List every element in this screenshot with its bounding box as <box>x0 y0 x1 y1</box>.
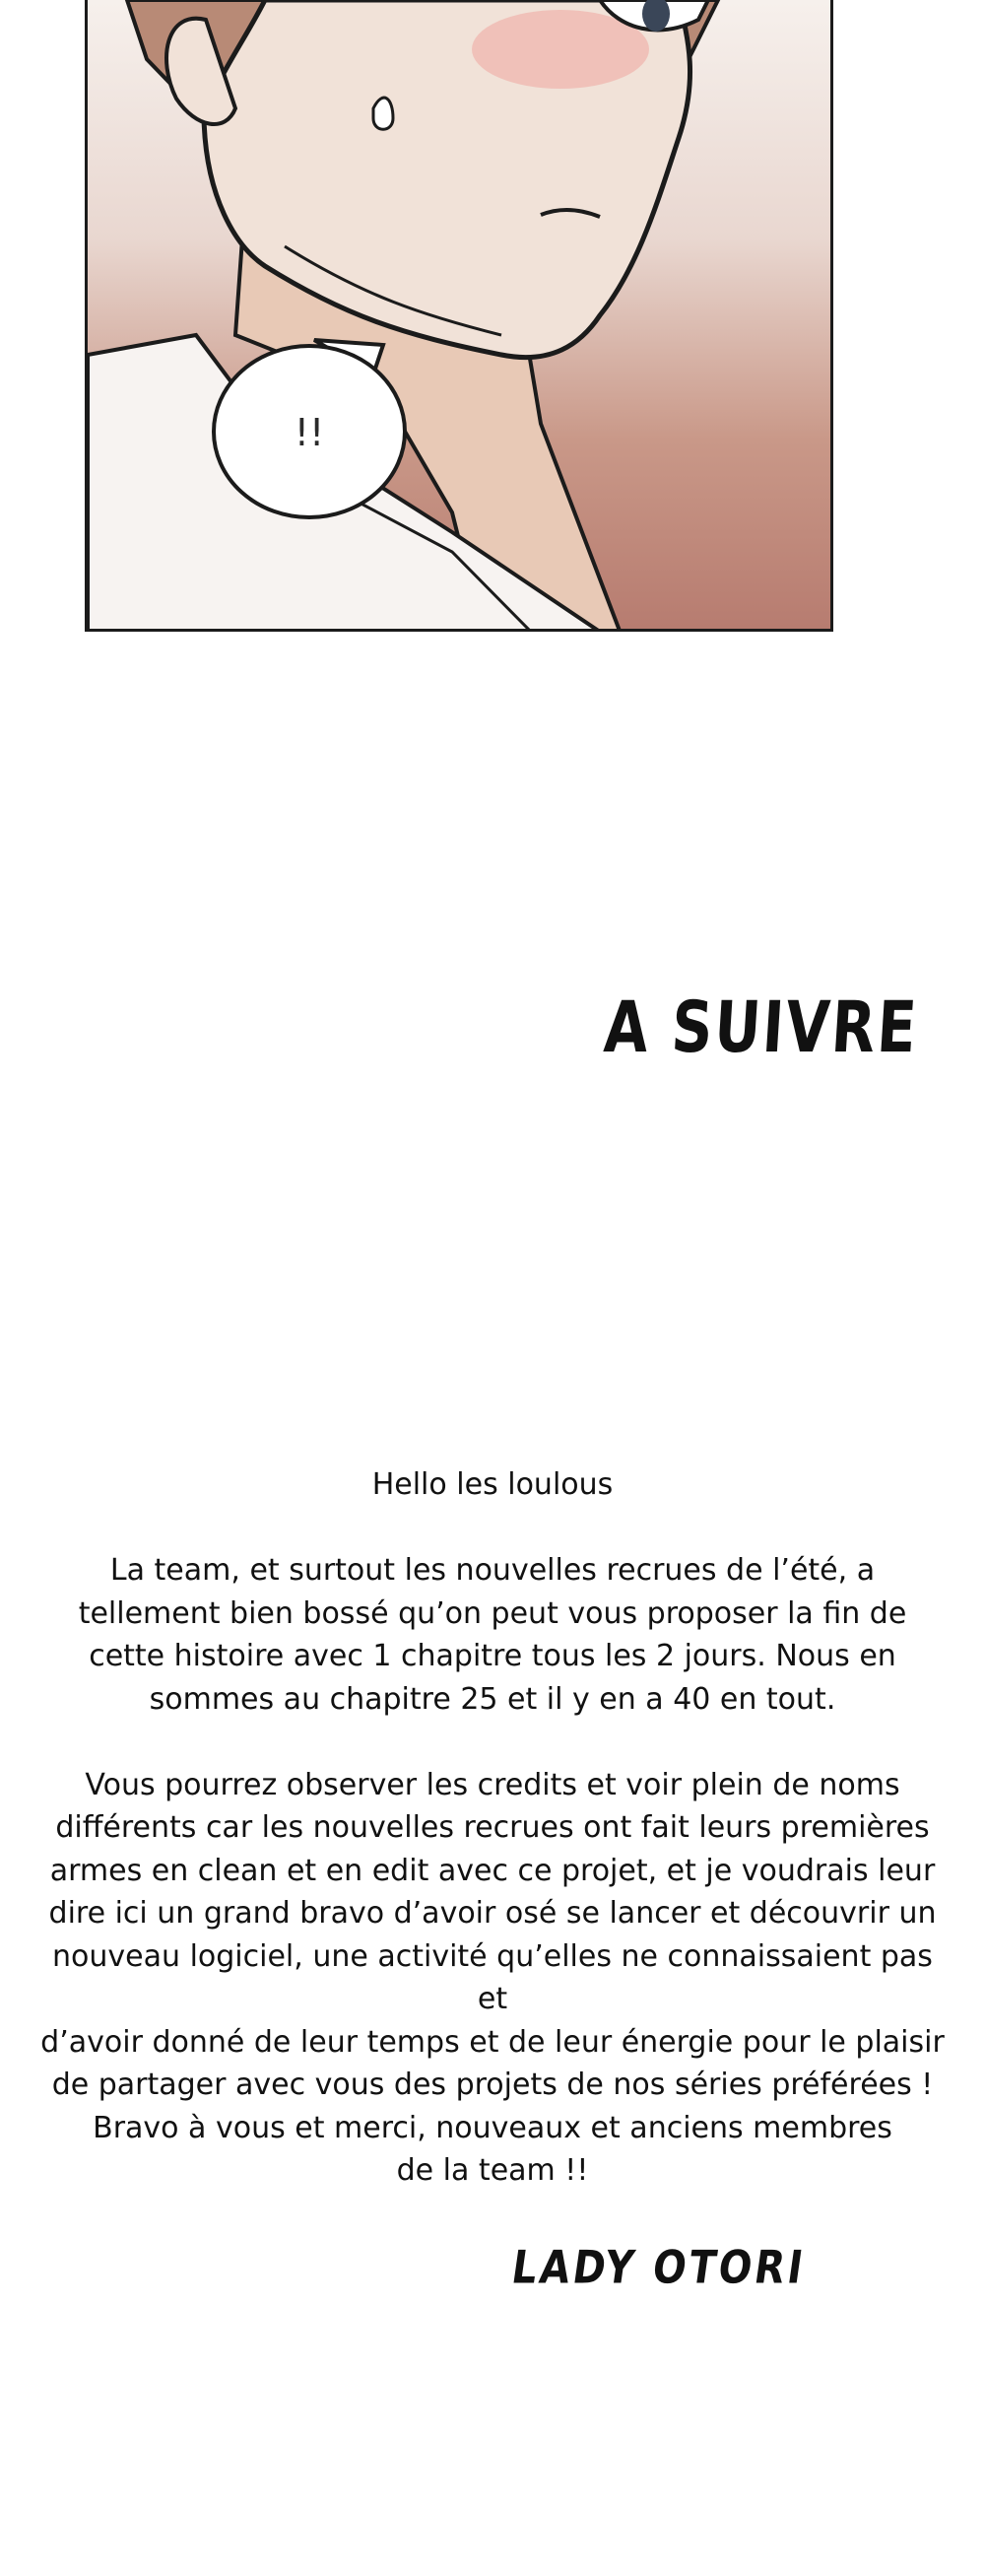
to-be-continued-label: A SUIVRE <box>601 987 920 1069</box>
sweat-drop <box>373 98 393 129</box>
translator-message <box>39 1463 946 2193</box>
message-greeting: Hello les loulous <box>371 1467 614 1502</box>
character-illustration <box>88 0 833 632</box>
message-paragraph-2: Vous pourrez observer les credits et voir plein de noms différents car les nouvelles recrues ont fait leurs premières armes en clean et en edit avec ce projet, et je voudrais leur dire ici un grand bravo d’avoir osé se lancer et découvrir un nouveau logiciel, une activité qu’elles ne connaissaient pas et d’avoir donné de leur temps et de leur énergie pour le plaisir de partager avec vous des projets de nos séries préférées ! Bravo à vous et merci, nouveaux et anciens membres de la team !! <box>40 1767 945 2188</box>
signature: LADY OTORI <box>508 2241 810 2295</box>
message-paragraph-1: La team, et surtout les nouvelles recrues de l’été, a tellement bien bossé qu’on peut vous proposer la fin de cette histoire avec 1 chapitre tous les 2 jours. Nous en sommes au chapitre 25 et il y en a 40 en tout. <box>78 1553 907 1717</box>
speech-bubble-text: !! <box>294 411 325 454</box>
manga-panel <box>85 0 833 632</box>
